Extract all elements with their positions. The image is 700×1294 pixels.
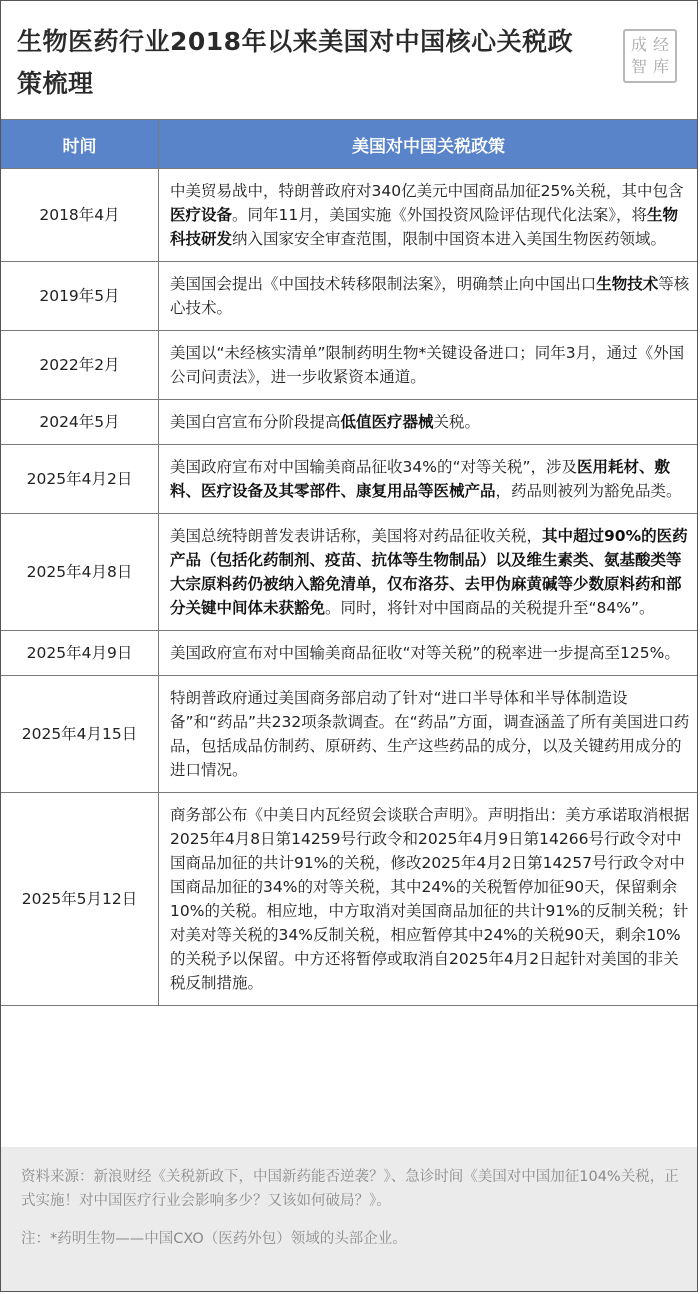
row-policy: [159, 676, 699, 793]
header-date: 时间: [1, 120, 159, 169]
table-row: [1, 400, 699, 445]
table-row: [1, 262, 699, 331]
policy-text: 纳入国家安全审查范围，限制中国资本进入美国生物医药领域。: [232, 230, 667, 248]
row-policy: [159, 331, 699, 400]
policy-text: 。同年11月，美国实施《外国投资风险评估现代化法案》，将: [232, 206, 647, 224]
row-date: 2025年4月15日: [1, 676, 159, 793]
header-policy: 美国对中国关税政策: [159, 120, 699, 169]
row-policy: [159, 262, 699, 331]
policy-highlight: 医用耗材、敷料、医疗设备及其零部件、康复用品等医械产品: [170, 458, 671, 500]
policy-text: 等核心技术。: [170, 275, 690, 317]
table-row: [1, 631, 699, 676]
source-text: 资料来源：新浪财经《关税新政下，中国新药能否逆袭？》、急诊时间《美国对中国加征104%关税，正式实施！对中国医疗行业会影响多少？又该如何破局？》。: [21, 1169, 679, 1209]
row-date: 2018年4月: [1, 169, 159, 262]
policy-text: 美国总统特朗普发表讲话称，美国将对药品征收关税，: [170, 527, 543, 545]
row-date: 2019年5月: [1, 262, 159, 331]
row-policy: [159, 514, 699, 631]
table-row: [1, 331, 699, 400]
header: [1, 1, 697, 119]
table-header-row: [1, 120, 699, 169]
row-policy: [159, 400, 699, 445]
table-row: [1, 793, 699, 1006]
brand-logo: [623, 29, 677, 83]
row-policy: [159, 631, 699, 676]
logo-char: 经: [652, 35, 669, 54]
policy-text: 关税。: [433, 413, 481, 431]
row-policy: [159, 169, 699, 262]
note-text: 注：*药明生物——中国CXO（医药外包）领域的头部企业。: [21, 1231, 407, 1247]
logo-char: 库: [652, 57, 669, 76]
policy-text: 特朗普政府通过美国商务部启动了针对“进口半导体和半导体制造设备”和“药品”共232项条款调查。在“药品”方面，调查涵盖了所有美国进口药品，包括成品仿制药、原研药、生产这些药品的成分，以及关键药用成分的进口情况。: [170, 689, 690, 779]
logo-char: 智: [630, 57, 647, 76]
row-date: 2025年4月9日: [1, 631, 159, 676]
policy-highlight: 低值医疗器械: [340, 413, 434, 431]
policy-highlight: 其中超过90%的医药产品（包括化药制剂、疫苗、抗体等生物制品）以及维生素类、氨基酸类等大宗原料药仍被纳入豁免清单，仅布洛芬、去甲伪麻黄碱等少数原料药和部分关键中间体未获豁免: [170, 527, 688, 617]
policy-text: 商务部公布《中美日内瓦经贸会谈联合声明》。声明指出：美方承诺取消根据2025年4月8日第14259号行政令和2025年4月9日第14266号行政令对中国商品加征的共计91%的关税，修改2025年4月2日第14257号行政令对中国商品加征的34%的对等关税，其中24%的关税暂停加征90天，保留剩余10%的关税。相应地，中方取消对美国商品加征的共计91%的反制关税；针对美对等关税的34%反制关税，相应暂停其中24%的关税90天，剩余10%的关税予以保留。中方还将暂停或取消自2025年4月2日起针对美国的非关税反制措施。: [170, 806, 690, 992]
row-policy: [159, 445, 699, 514]
table-row: [1, 514, 699, 631]
policy-highlight: 医疗设备: [170, 206, 233, 224]
table-row: [1, 445, 699, 514]
footer: [1, 1147, 697, 1291]
policy-text: 美国白宫宣布分阶段提高: [170, 413, 341, 431]
page-title: 生物医药行业2018年以来美国对中国核心关税政策梳理: [17, 27, 574, 98]
logo-char: 成: [630, 35, 647, 54]
policy-table: [0, 119, 698, 1006]
policy-text: ，药品则被列为豁免品类。: [495, 482, 682, 500]
policy-text: 美国以“未经核实清单”限制药明生物*关键设备进口；同年3月，通过《外国公司问责法》，进一步收紧资本通道。: [170, 344, 685, 386]
table-row: [1, 169, 699, 262]
row-policy: [159, 793, 699, 1006]
row-date: 2024年5月: [1, 400, 159, 445]
policy-highlight: 生物科技研发: [170, 206, 679, 248]
policy-text: 美国政府宣布对中国输美商品征收“对等关税”的税率进一步提高至125%。: [170, 644, 680, 662]
table-row: [1, 676, 699, 793]
row-date: 2025年4月8日: [1, 514, 159, 631]
row-date: 2025年4月2日: [1, 445, 159, 514]
policy-text: 美国国会提出《中国技术转移限制法案》，明确禁止向中国出口: [170, 275, 597, 293]
policy-text: 中美贸易战中，特朗普政府对340亿美元中国商品加征25%关税，其中包含: [170, 182, 684, 200]
row-date: 2022年2月: [1, 331, 159, 400]
policy-highlight: 生物技术: [596, 275, 659, 293]
policy-text: 。同时，将针对中国商品的关税提升至“84%”。: [325, 599, 655, 617]
row-date: 2025年5月12日: [1, 793, 159, 1006]
policy-text: 美国政府宣布对中国输美商品征收34%的“对等关税”，涉及: [170, 458, 578, 476]
